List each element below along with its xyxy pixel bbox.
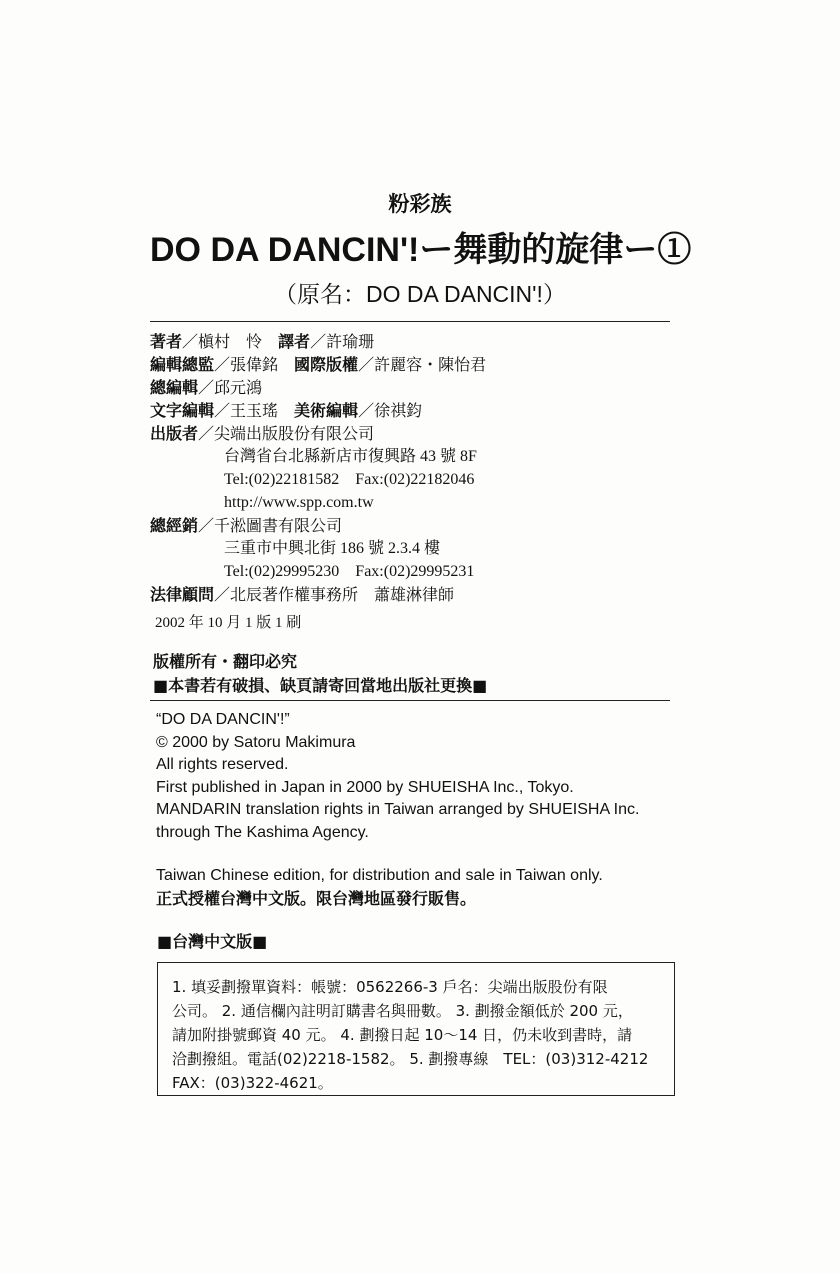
art-editor-value: ／徐祺鈞 (358, 401, 423, 420)
all-rights-line: All rights reserved. (156, 756, 289, 773)
rights-block (153, 650, 487, 698)
intl-rights-value: ／許麗容・陳怡君 (358, 355, 487, 374)
credit-line-supervisor (150, 353, 690, 376)
credit-line-publisher (150, 422, 690, 445)
author-label: 著者 (150, 332, 183, 351)
legal-label: 法律顧問 (150, 585, 215, 604)
credit-line-author (150, 330, 690, 353)
text-editor-label: 文字編輯 (150, 401, 215, 420)
author-value: ／槇村 怜 (182, 332, 263, 351)
copyright-line: © 2000 by Satoru Makimura (156, 733, 356, 751)
publisher-website: http://www.spp.com.tw (224, 494, 374, 511)
art-editor-label: 美術編輯 (294, 401, 359, 420)
notice-line: 請加附掛號郵資 40 元。 4. 劃撥日起 10～14 日，仍未收到書時，請 (172, 1026, 633, 1044)
publisher-value: ／尖端出版股份有限公司 (198, 424, 375, 443)
distributor-address: 三重市中興北街 186 號 2.3.4 樓 (224, 540, 441, 557)
print-date: 2002 年 10 月 1 版 1 刷 (155, 615, 302, 631)
edition-label: ■台灣中文版■ (157, 932, 268, 951)
credit-line-editor-in-chief (150, 376, 690, 399)
distribution-chinese: 正式授權台灣中文版。限台灣地區發行販售。 (156, 888, 477, 908)
publisher-label: 出版者 (150, 424, 199, 443)
damaged-copy-notice: ■本書若有破損、缺頁請寄回當地出版社更換■ (153, 676, 488, 695)
notice-line: 洽劃撥組。電話(02)2218-1582。 5. 劃撥專線 TEL：(03)312-4212 (172, 1050, 649, 1068)
editor-in-chief-value: ／邱元鴻 (198, 378, 263, 397)
credit-line-distributor (150, 514, 690, 537)
series-name: 粉彩族 (388, 192, 452, 216)
intl-rights-label: 國際版權 (294, 355, 359, 374)
translator-value: ／許瑜珊 (310, 332, 375, 351)
english-title: “DO DA DANCIN'!” (156, 711, 290, 728)
agency-line: through The Kashima Agency. (156, 823, 369, 841)
english-copyright-block (156, 709, 716, 844)
translation-rights-line: MANDARIN translation rights in Taiwan arranged by SHUEISHA Inc. (156, 801, 640, 818)
middle-divider (150, 700, 670, 701)
notice-line: FAX：(03)322-4621。 (172, 1074, 333, 1092)
distributor-label: 總經銷 (150, 516, 199, 535)
notice-line: 1. 填妥劃撥單資料：帳號：0562266-3 戶名：尖端出版股份有限 (172, 978, 608, 996)
translator-label: 譯者 (278, 332, 311, 351)
credit-line-editors (150, 399, 690, 422)
legal-value: ／北辰著作權事務所 蕭雄淋律師 (214, 585, 455, 604)
distributor-value: ／千淞圖書有限公司 (198, 516, 343, 535)
editor-in-chief-label: 總編輯 (150, 378, 199, 397)
order-notice-box (157, 962, 675, 1096)
publisher-address: 台灣省台北縣新店市復興路 43 號 8F (224, 448, 477, 465)
credit-line-legal (150, 583, 690, 606)
publisher-phone: Tel:(02)22181582 Fax:(02)22182046 (224, 471, 475, 488)
text-editor-value: ／王玉瑤 (214, 401, 279, 420)
notice-line: 公司。 2. 通信欄內註明訂購書名與冊數。 3. 劃撥金額低於 200 元， (172, 1002, 633, 1020)
chief-supervisor-label: 編輯總監 (150, 355, 215, 374)
top-divider (150, 321, 670, 322)
original-title: （原名：DO DA DANCIN'!） (274, 281, 566, 307)
credits-block (150, 330, 690, 606)
first-published-line: First published in Japan in 2000 by SHUEISHA Inc., Tokyo. (156, 778, 574, 796)
distribution-block (156, 865, 716, 910)
book-title: DO DA DANCIN'!ー舞動的旋律ー① (150, 231, 692, 269)
rights-reserved-notice: 版權所有・翻印必究 (153, 652, 298, 671)
distributor-phone: Tel:(02)29995230 Fax:(02)29995231 (224, 563, 475, 580)
distribution-english: Taiwan Chinese edition, for distribution and sale in Taiwan only. (156, 867, 603, 884)
chief-supervisor-value: ／張偉銘 (214, 355, 279, 374)
